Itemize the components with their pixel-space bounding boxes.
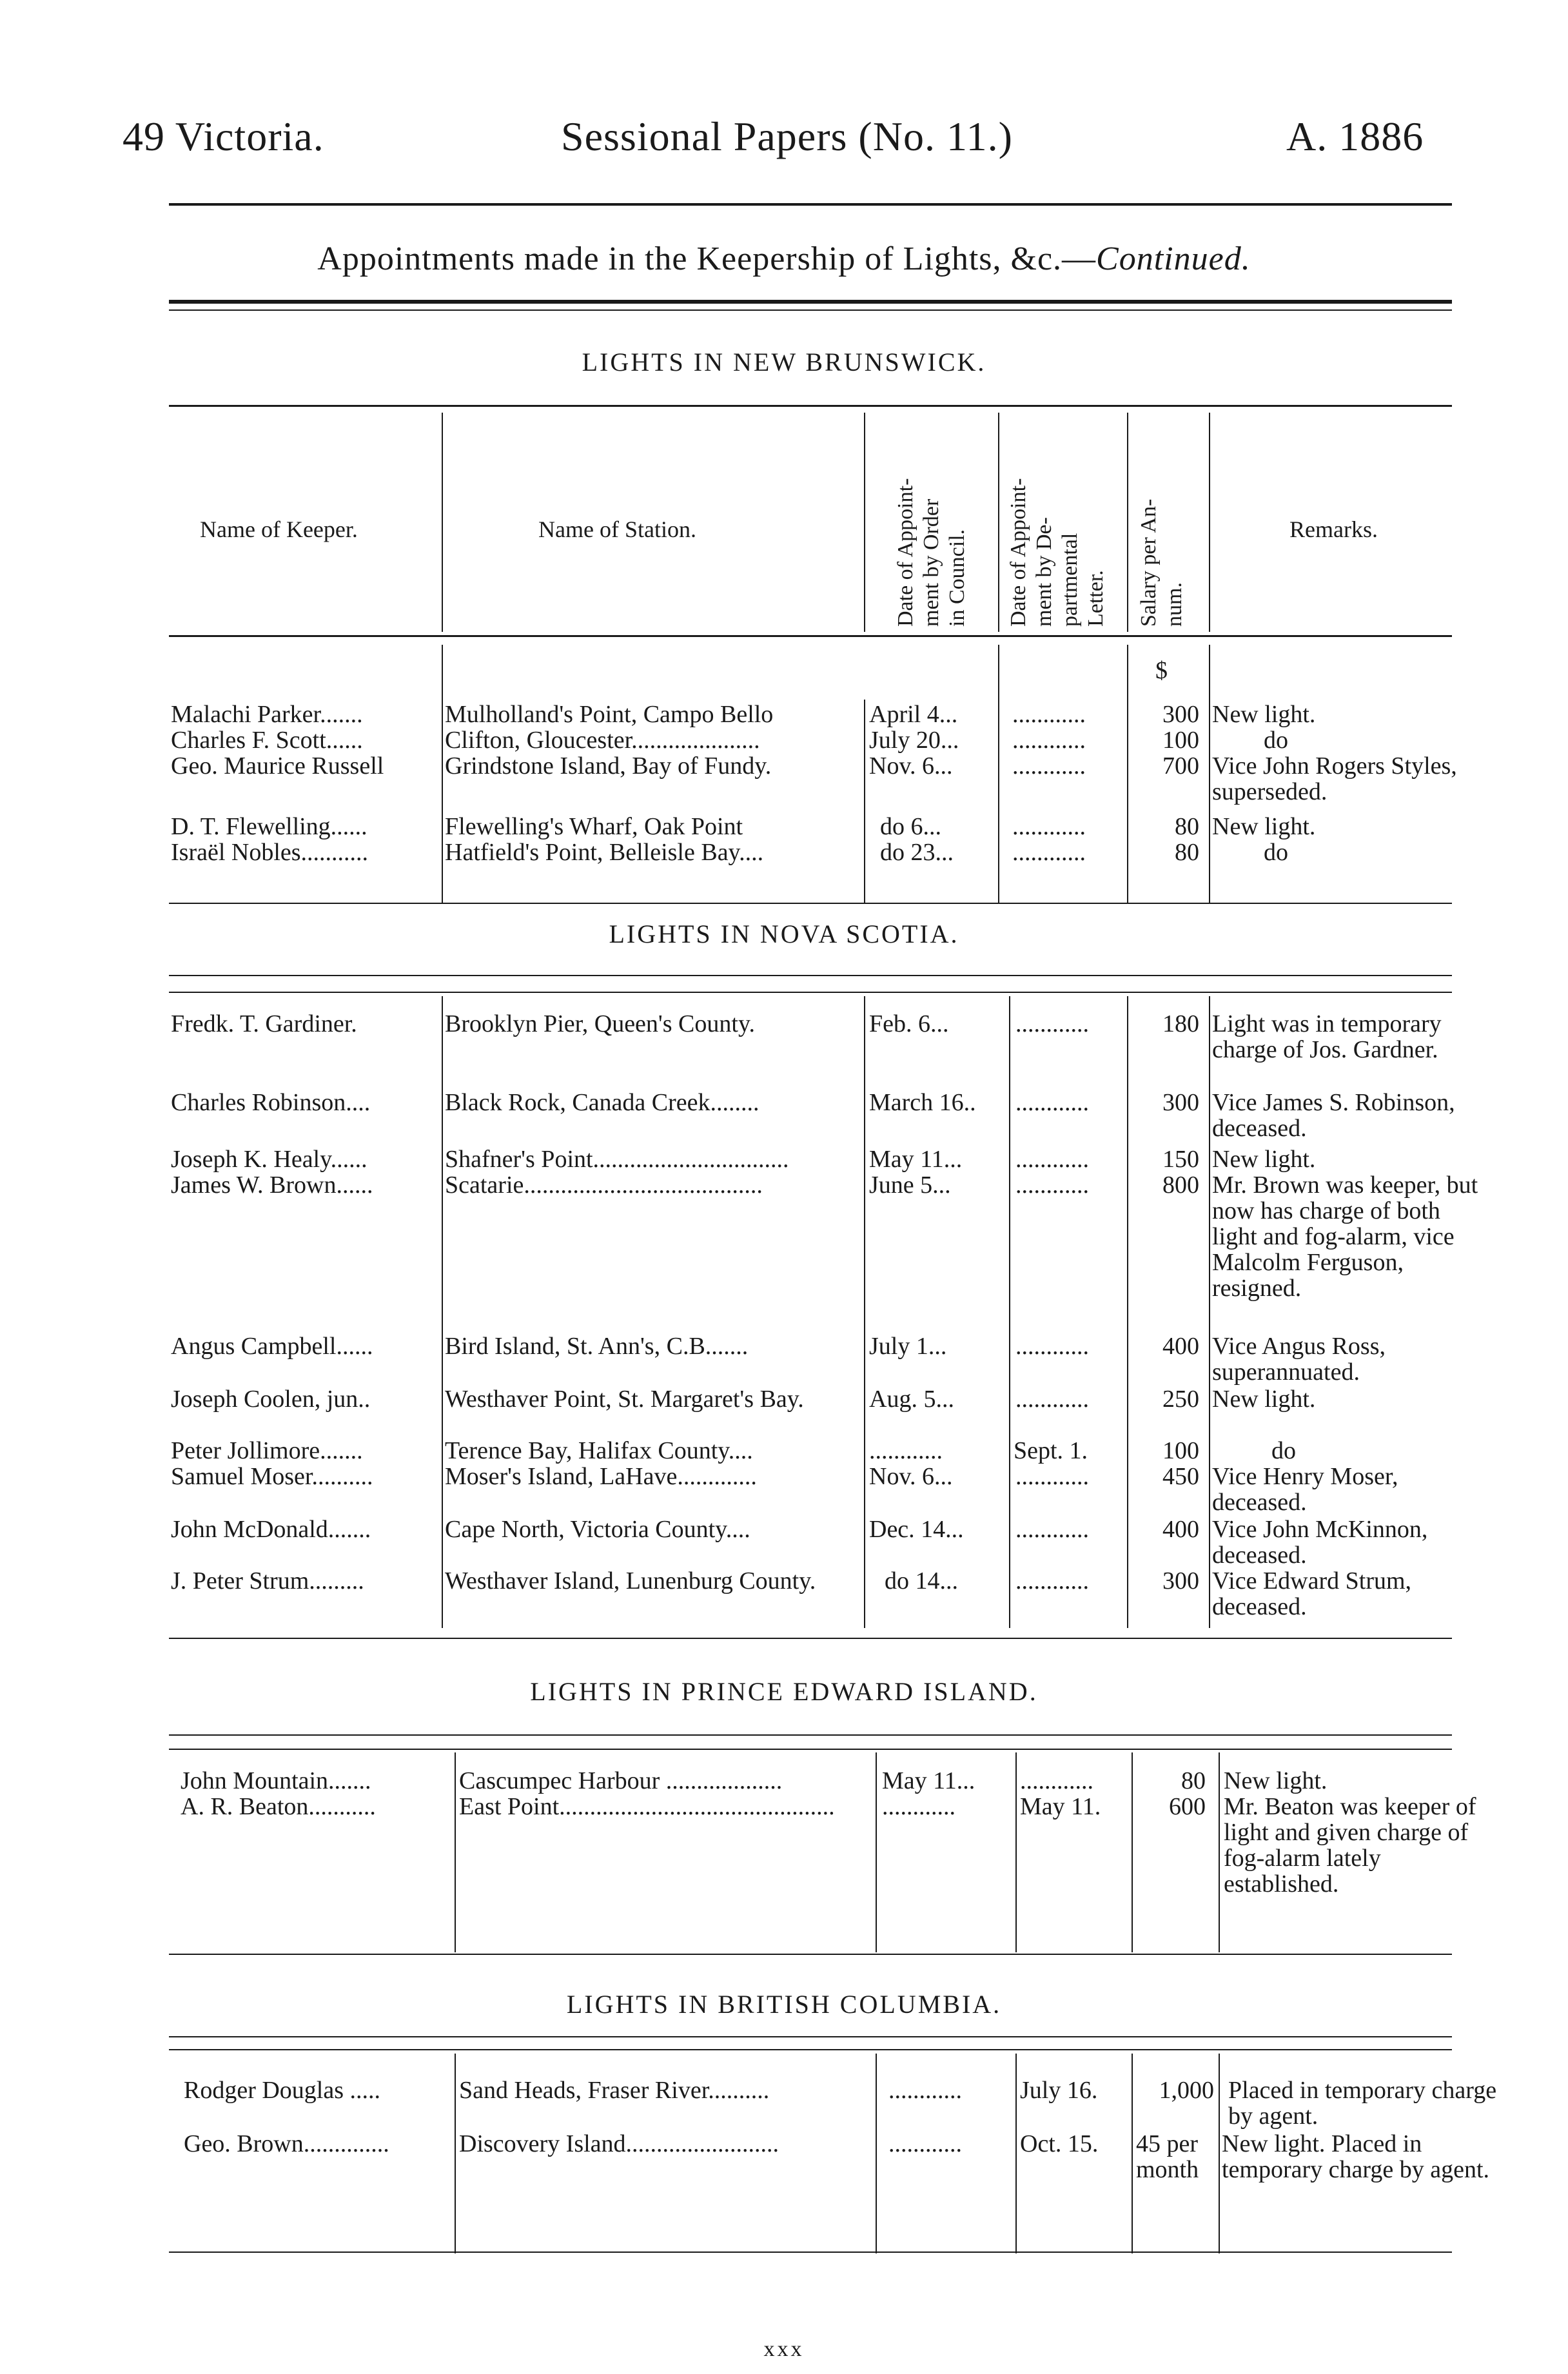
station-name: Black Rock, Canada Creek........ bbox=[445, 1089, 760, 1116]
letter-date: ............ bbox=[1012, 752, 1086, 780]
section-end-rule bbox=[169, 903, 1452, 904]
salary: 300 bbox=[1162, 1567, 1199, 1594]
remarks: New light. bbox=[1212, 813, 1316, 840]
station-name: Cascumpec Harbour ................... bbox=[459, 1767, 783, 1794]
keeper-name: Samuel Moser.......... bbox=[171, 1463, 373, 1490]
station-name: Grindstone Island, Bay of Fundy. bbox=[445, 752, 772, 780]
letter-date: ............ bbox=[1015, 1172, 1089, 1199]
council-date: Dec. 14... bbox=[869, 1516, 964, 1543]
col-divider bbox=[864, 413, 865, 632]
colhead-letter-line3: partmental bbox=[1058, 533, 1082, 627]
station-name: Cape North, Victoria County.... bbox=[445, 1516, 750, 1543]
keeper-name: Peter Jollimore....... bbox=[171, 1437, 363, 1464]
keeper-name: Geo. Maurice Russell bbox=[171, 752, 384, 780]
colhead-letter bbox=[1006, 414, 1109, 627]
keeper-name: J. Peter Strum......... bbox=[171, 1567, 364, 1594]
salary: 250 bbox=[1162, 1386, 1199, 1413]
keeper-name: Malachi Parker....... bbox=[171, 701, 363, 728]
council-date: Aug. 5... bbox=[869, 1386, 954, 1413]
currency-symbol: $ bbox=[1155, 657, 1168, 684]
colhead-salary-line1: Salary per An- bbox=[1137, 498, 1161, 627]
council-date: ............ bbox=[888, 2130, 962, 2157]
letter-date: ............ bbox=[1020, 1767, 1093, 1794]
keeper-name: John Mountain....... bbox=[181, 1767, 371, 1794]
col-divider bbox=[442, 413, 443, 632]
remarks: Vice Edward Strum, deceased. bbox=[1212, 1567, 1412, 1620]
salary: 450 bbox=[1162, 1463, 1199, 1490]
colhead-salary-line2: num. bbox=[1162, 582, 1186, 627]
keeper-name: Fredk. T. Gardiner. bbox=[171, 1010, 357, 1037]
salary: 45 per month bbox=[1136, 2130, 1199, 2183]
title-rule-thick bbox=[169, 300, 1452, 304]
running-header-center: Sessional Papers (No. 11.) bbox=[561, 113, 1013, 159]
remarks: Vice Angus Ross, superannuated. bbox=[1212, 1333, 1386, 1386]
col-divider bbox=[876, 1752, 877, 1952]
letter-date: July 16. bbox=[1020, 2077, 1098, 2104]
keeper-name: A. R. Beaton........... bbox=[181, 1793, 376, 1820]
council-date: June 5... bbox=[869, 1172, 951, 1199]
remarks: Vice John Rogers Styles, superseded. bbox=[1212, 752, 1457, 805]
station-name: Brooklyn Pier, Queen's County. bbox=[445, 1010, 755, 1037]
letter-date: Sept. 1. bbox=[1014, 1437, 1088, 1464]
section-title-british-columbia: LIGHTS IN BRITISH COLUMBIA. bbox=[566, 1990, 1002, 2019]
remarks: New light. Placed in temporary charge by agent. bbox=[1222, 2130, 1490, 2183]
section-rule bbox=[169, 1749, 1452, 1750]
col-divider bbox=[1127, 996, 1128, 1628]
col-divider bbox=[1127, 645, 1128, 903]
station-name: Terence Bay, Halifax County.... bbox=[445, 1437, 753, 1464]
keeper-name: Joseph K. Healy...... bbox=[171, 1146, 368, 1173]
page-title bbox=[0, 240, 1568, 278]
letter-date: ............ bbox=[1012, 813, 1086, 840]
station-name: Mulholland's Point, Campo Bello bbox=[445, 701, 774, 728]
salary: 1,000 bbox=[1159, 2077, 1214, 2104]
section-end-rule bbox=[169, 1638, 1452, 1639]
col-divider bbox=[1009, 996, 1010, 1628]
keeper-name: Joseph Coolen, jun.. bbox=[171, 1386, 371, 1413]
keeper-name: John McDonald....... bbox=[171, 1516, 371, 1543]
header-rule bbox=[169, 203, 1452, 206]
col-divider bbox=[1209, 645, 1210, 903]
salary: 600 bbox=[1169, 1793, 1206, 1820]
salary: 300 bbox=[1162, 1089, 1199, 1116]
station-name: Bird Island, St. Ann's, C.B....... bbox=[445, 1333, 749, 1360]
colhead-council-line1: Date of Appoint- bbox=[894, 478, 917, 627]
col-divider bbox=[442, 996, 443, 1628]
colhead-top-rule bbox=[169, 405, 1452, 407]
colhead-salary bbox=[1136, 414, 1188, 627]
col-divider bbox=[455, 1752, 456, 1952]
keeper-name: Geo. Brown.............. bbox=[184, 2130, 389, 2157]
section-rule bbox=[169, 1734, 1452, 1736]
council-date: May 11... bbox=[882, 1767, 975, 1794]
section-title-new-brunswick: LIGHTS IN NEW BRUNSWICK. bbox=[582, 348, 986, 377]
section-rule bbox=[169, 992, 1452, 993]
letter-date: ............ bbox=[1015, 1089, 1089, 1116]
council-date: ............ bbox=[888, 2077, 962, 2104]
letter-date: ............ bbox=[1015, 1567, 1089, 1594]
letter-date: Oct. 15. bbox=[1020, 2130, 1099, 2157]
station-name: Flewelling's Wharf, Oak Point bbox=[445, 813, 743, 840]
salary: 100 bbox=[1162, 727, 1199, 754]
col-divider bbox=[455, 2054, 456, 2253]
colhead-council-line2: ment by Order bbox=[919, 498, 943, 627]
remarks: New light. bbox=[1212, 701, 1316, 728]
col-divider bbox=[1015, 2054, 1017, 2253]
colhead-station: Name of Station. bbox=[538, 516, 696, 542]
station-name: Sand Heads, Fraser River.......... bbox=[459, 2077, 770, 2104]
keeper-name: Israël Nobles........... bbox=[171, 839, 369, 866]
remarks: do bbox=[1271, 1437, 1296, 1464]
table-end-rule bbox=[169, 2251, 1452, 2253]
station-name: Hatfield's Point, Belleisle Bay.... bbox=[445, 839, 764, 866]
col-divider bbox=[1015, 1752, 1017, 1952]
col-divider bbox=[876, 2054, 877, 2253]
remarks: Mr. Beaton was keeper of light and given charge of fog-alarm lately established. bbox=[1224, 1793, 1476, 1898]
council-date: Feb. 6... bbox=[869, 1010, 949, 1037]
letter-date: ............ bbox=[1015, 1463, 1089, 1490]
keeper-name: Angus Campbell...... bbox=[171, 1333, 373, 1360]
station-name: Westhaver Point, St. Margaret's Bay. bbox=[445, 1386, 804, 1413]
col-divider bbox=[442, 645, 443, 903]
section-rule bbox=[169, 2036, 1452, 2037]
letter-date: ............ bbox=[1015, 1386, 1089, 1413]
council-date: ............ bbox=[869, 1437, 943, 1464]
station-name: East Point............................................. bbox=[459, 1793, 835, 1820]
council-date: July 20... bbox=[869, 727, 959, 754]
col-divider bbox=[1132, 2054, 1133, 2253]
col-divider bbox=[1209, 413, 1210, 632]
col-divider bbox=[1127, 413, 1128, 632]
keeper-name: James W. Brown...... bbox=[171, 1172, 373, 1199]
council-date: ............ bbox=[882, 1793, 956, 1820]
colhead-council-line3: in Council. bbox=[945, 529, 969, 627]
council-date: Nov. 6... bbox=[869, 1463, 953, 1490]
colhead-remarks: Remarks. bbox=[1289, 516, 1378, 542]
letter-date: ............ bbox=[1012, 727, 1086, 754]
keeper-name: Charles F. Scott...... bbox=[171, 727, 363, 754]
remarks: Mr. Brown was keeper, but now has charge of both light and fog-alarm, vice Malcolm Ferguson, resigned. bbox=[1212, 1172, 1478, 1302]
section-rule bbox=[169, 975, 1452, 976]
section-title-nova-scotia: LIGHTS IN NOVA SCOTIA. bbox=[609, 919, 959, 948]
council-date: March 16.. bbox=[869, 1089, 976, 1116]
remarks: Vice John McKinnon, deceased. bbox=[1212, 1516, 1428, 1569]
salary: 180 bbox=[1162, 1010, 1199, 1037]
col-divider bbox=[864, 996, 865, 1628]
col-divider bbox=[998, 645, 999, 903]
letter-date: ............ bbox=[1012, 839, 1086, 866]
station-name: Shafner's Point................................ bbox=[445, 1146, 789, 1173]
letter-date: ............ bbox=[1015, 1146, 1089, 1173]
council-date: Nov. 6... bbox=[869, 752, 953, 780]
remarks: New light. bbox=[1212, 1386, 1316, 1413]
colhead-letter-line1: Date of Appoint- bbox=[1006, 478, 1030, 627]
council-date: May 11... bbox=[869, 1146, 963, 1173]
col-divider bbox=[1132, 1752, 1133, 1952]
letter-date: ............ bbox=[1015, 1333, 1089, 1360]
council-date: do 23... bbox=[880, 839, 954, 866]
station-name: Discovery Island......................... bbox=[459, 2130, 779, 2157]
remarks: New light. bbox=[1224, 1767, 1328, 1794]
salary: 80 bbox=[1175, 813, 1199, 840]
title-rule-thin bbox=[169, 309, 1452, 311]
col-divider bbox=[1219, 1752, 1220, 1952]
section-rule bbox=[169, 2049, 1452, 2050]
salary: 100 bbox=[1162, 1437, 1199, 1464]
keeper-name: Charles Robinson.... bbox=[171, 1089, 371, 1116]
remarks: Placed in temporary charge by agent. bbox=[1228, 2077, 1497, 2130]
col-divider bbox=[1219, 2054, 1220, 2253]
colhead-letter-line4: Letter. bbox=[1084, 570, 1108, 627]
running-header-left: 49 Victoria. bbox=[122, 113, 324, 159]
keeper-name: D. T. Flewelling...... bbox=[171, 813, 368, 840]
station-name: Clifton, Gloucester..................... bbox=[445, 727, 760, 754]
council-date: do 6... bbox=[880, 813, 941, 840]
salary: 150 bbox=[1162, 1146, 1199, 1173]
station-name: Moser's Island, LaHave............. bbox=[445, 1463, 757, 1490]
col-divider bbox=[864, 700, 865, 903]
title-main: Appointments made in the Keepership of Lights, &c.— bbox=[317, 240, 1097, 277]
colhead-council bbox=[893, 414, 970, 627]
council-date: April 4... bbox=[869, 701, 958, 728]
keeper-name: Rodger Douglas ..... bbox=[184, 2077, 381, 2104]
council-date: do 14... bbox=[885, 1567, 958, 1594]
station-name: Scatarie....................................... bbox=[445, 1172, 763, 1199]
station-name: Westhaver Island, Lunenburg County. bbox=[445, 1567, 816, 1594]
remarks: New light. bbox=[1212, 1146, 1316, 1173]
salary: 300 bbox=[1162, 701, 1199, 728]
running-header-right: A. 1886 bbox=[1286, 113, 1424, 159]
salary: 400 bbox=[1162, 1516, 1199, 1543]
letter-date: ............ bbox=[1012, 701, 1086, 728]
salary: 800 bbox=[1162, 1172, 1199, 1199]
salary: 80 bbox=[1175, 839, 1199, 866]
remarks: do bbox=[1264, 727, 1288, 754]
salary: 400 bbox=[1162, 1333, 1199, 1360]
title-continued: Continued. bbox=[1096, 240, 1251, 277]
letter-date: May 11. bbox=[1020, 1793, 1101, 1820]
letter-date: ............ bbox=[1015, 1010, 1089, 1037]
council-date: July 1... bbox=[869, 1333, 947, 1360]
page-footer: xxx bbox=[763, 2337, 805, 2361]
letter-date: ............ bbox=[1015, 1516, 1089, 1543]
remarks: Vice James S. Robinson, deceased. bbox=[1212, 1089, 1455, 1142]
col-divider bbox=[1209, 996, 1210, 1628]
col-divider bbox=[998, 413, 999, 632]
colhead-keeper: Name of Keeper. bbox=[200, 516, 358, 542]
colhead-letter-line2: ment by De- bbox=[1032, 517, 1056, 627]
remarks: do bbox=[1264, 839, 1288, 866]
remarks: Light was in temporary charge of Jos. Gardner. bbox=[1212, 1010, 1442, 1063]
section-end-rule bbox=[169, 1954, 1452, 1955]
remarks: Vice Henry Moser, deceased. bbox=[1212, 1463, 1398, 1516]
salary: 700 bbox=[1162, 752, 1199, 780]
section-title-prince-edward-island: LIGHTS IN PRINCE EDWARD ISLAND. bbox=[530, 1677, 1038, 1706]
salary: 80 bbox=[1181, 1767, 1206, 1794]
colhead-bottom-rule bbox=[169, 635, 1452, 637]
